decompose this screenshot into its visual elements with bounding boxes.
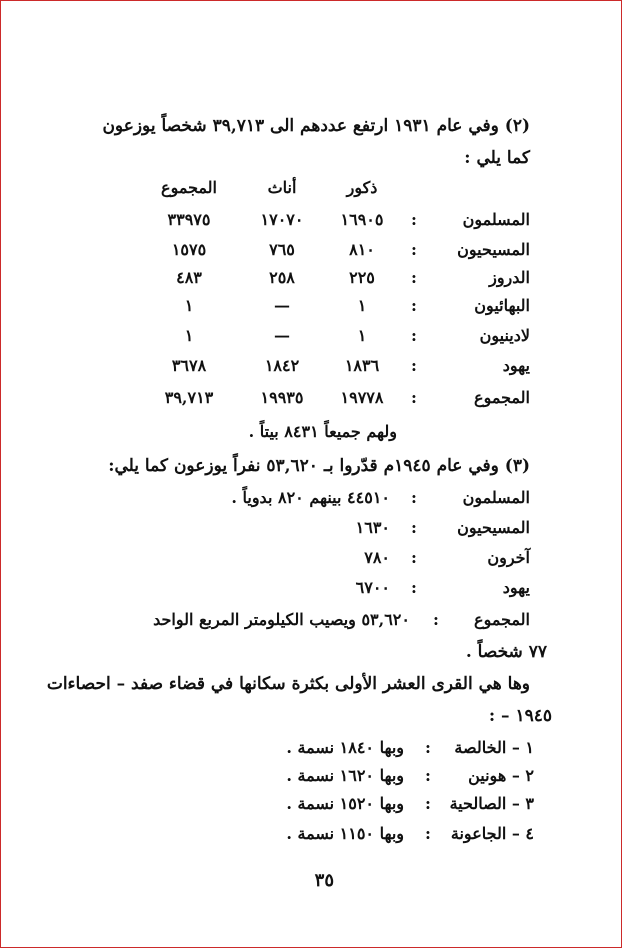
colon: : [425, 824, 431, 843]
table1-row-label: لادينيون [479, 326, 530, 345]
table1-row-label: يهود [502, 356, 530, 375]
colon: : [411, 210, 417, 229]
village-value: وبها ١٨٤٠ نسمة . [286, 738, 404, 757]
table1-female: ٧٦٥ [269, 240, 295, 259]
table1-row-label: المسلمون [462, 210, 530, 229]
table2-value: ٧٨٠ [364, 548, 390, 567]
table1-total: ٣٩,٧١٣ [164, 388, 214, 407]
colon: : [411, 388, 417, 407]
table2-value: ٦٧٠٠ [355, 578, 390, 597]
table1-female: ٢٥٨ [269, 268, 295, 287]
village-value: وبها ١٥٢٠ نسمة . [286, 794, 404, 813]
table1-row-label: البهائيون [474, 296, 530, 315]
colon: : [411, 488, 417, 507]
village-value: وبها ١١٥٠ نسمة . [286, 824, 404, 843]
colon: : [433, 610, 439, 629]
table1-total: ١٥٧٥ [171, 240, 207, 259]
table1-male: ١ [357, 296, 367, 315]
table1-female: ١٩٩٣٥ [260, 388, 304, 407]
table1-total: ١ [184, 326, 194, 345]
table1-female: — [274, 296, 290, 315]
village-label: ٣ – الصالحية [449, 794, 534, 813]
table2-value: ١٦٣٠ [355, 518, 390, 537]
table1-row-label: المسيحيون [457, 240, 530, 259]
table2-row-label: المسلمون [462, 488, 530, 507]
colon: : [411, 356, 417, 375]
table2-continuation: ٧٧ شخصاً . [465, 642, 547, 662]
table2-value: ٥٣,٦٢٠ ويصيب الكيلومتر المربع الواحد [153, 610, 410, 629]
para1-line2: كما يلي : [464, 148, 530, 168]
header-male: ذكور [346, 178, 378, 197]
colon: : [411, 548, 417, 567]
header-female: أناث [267, 178, 297, 197]
colon: : [411, 518, 417, 537]
table2-row-label: المجموع [474, 610, 530, 629]
para2-line1: (٣) وفي عام ١٩٤٥م قدّروا بـ ٥٣,٦٢٠ نفراً يوزعون كما يلي: [108, 456, 530, 476]
table1-female: — [274, 326, 290, 345]
table1-total: ٣٣٩٧٥ [167, 210, 211, 229]
colon: : [425, 794, 431, 813]
village-label: ٢ – هونين [468, 766, 534, 785]
colon: : [425, 766, 431, 785]
colon: : [411, 578, 417, 597]
village-value: وبها ١٦٢٠ نسمة . [286, 766, 404, 785]
table2-row-label: المسيحيون [457, 518, 530, 537]
colon: : [411, 268, 417, 287]
village-label: ١ – الخالصة [454, 738, 534, 757]
colon: : [411, 240, 417, 259]
table1-total: ٤٨٣ [176, 268, 202, 287]
para3-line2: ١٩٤٥ – : [488, 706, 552, 726]
table1-male: ١٨٣٦ [344, 356, 380, 375]
colon: : [411, 326, 417, 345]
table1-male: ١٦٩٠٥ [340, 210, 384, 229]
colon: : [411, 296, 417, 315]
table1-total: ١ [184, 296, 194, 315]
header-total: المجموع [161, 178, 217, 197]
para1-line1: (٢) وفي عام ١٩٣١ ارتفع عددهم الى ٣٩,٧١٣ شخصاً يوزعون [102, 116, 530, 136]
table1-female: ١٨٤٢ [264, 356, 300, 375]
table1-female: ١٧٠٧٠ [260, 210, 304, 229]
table2-row-label: يهود [502, 578, 530, 597]
colon: : [425, 738, 431, 757]
table2-row-label: آخرون [487, 548, 530, 567]
table1-male: ٨١٠ [349, 240, 375, 259]
table1-total: ٣٦٧٨ [171, 356, 207, 375]
para3-line1: وها هي القرى العشر الأولى بكثرة سكانها في قضاء صفد – احصاءات [46, 674, 530, 694]
page-number: ٣٥ [314, 870, 334, 891]
table1-male: ١ [357, 326, 367, 345]
village-label: ٤ – الجاعونة [450, 824, 534, 843]
table1-row-label: المجموع [474, 388, 530, 407]
table1-male: ١٩٧٧٨ [340, 388, 384, 407]
table1-row-label: الدروز [489, 268, 530, 287]
table1-male: ٢٢٥ [349, 268, 375, 287]
table1-note: ولهم جميعاً ٨٤٣١ بيتاً . [248, 422, 397, 441]
table2-value: ٤٤٥١٠ بينهم ٨٢٠ بدوياً . [231, 488, 390, 507]
